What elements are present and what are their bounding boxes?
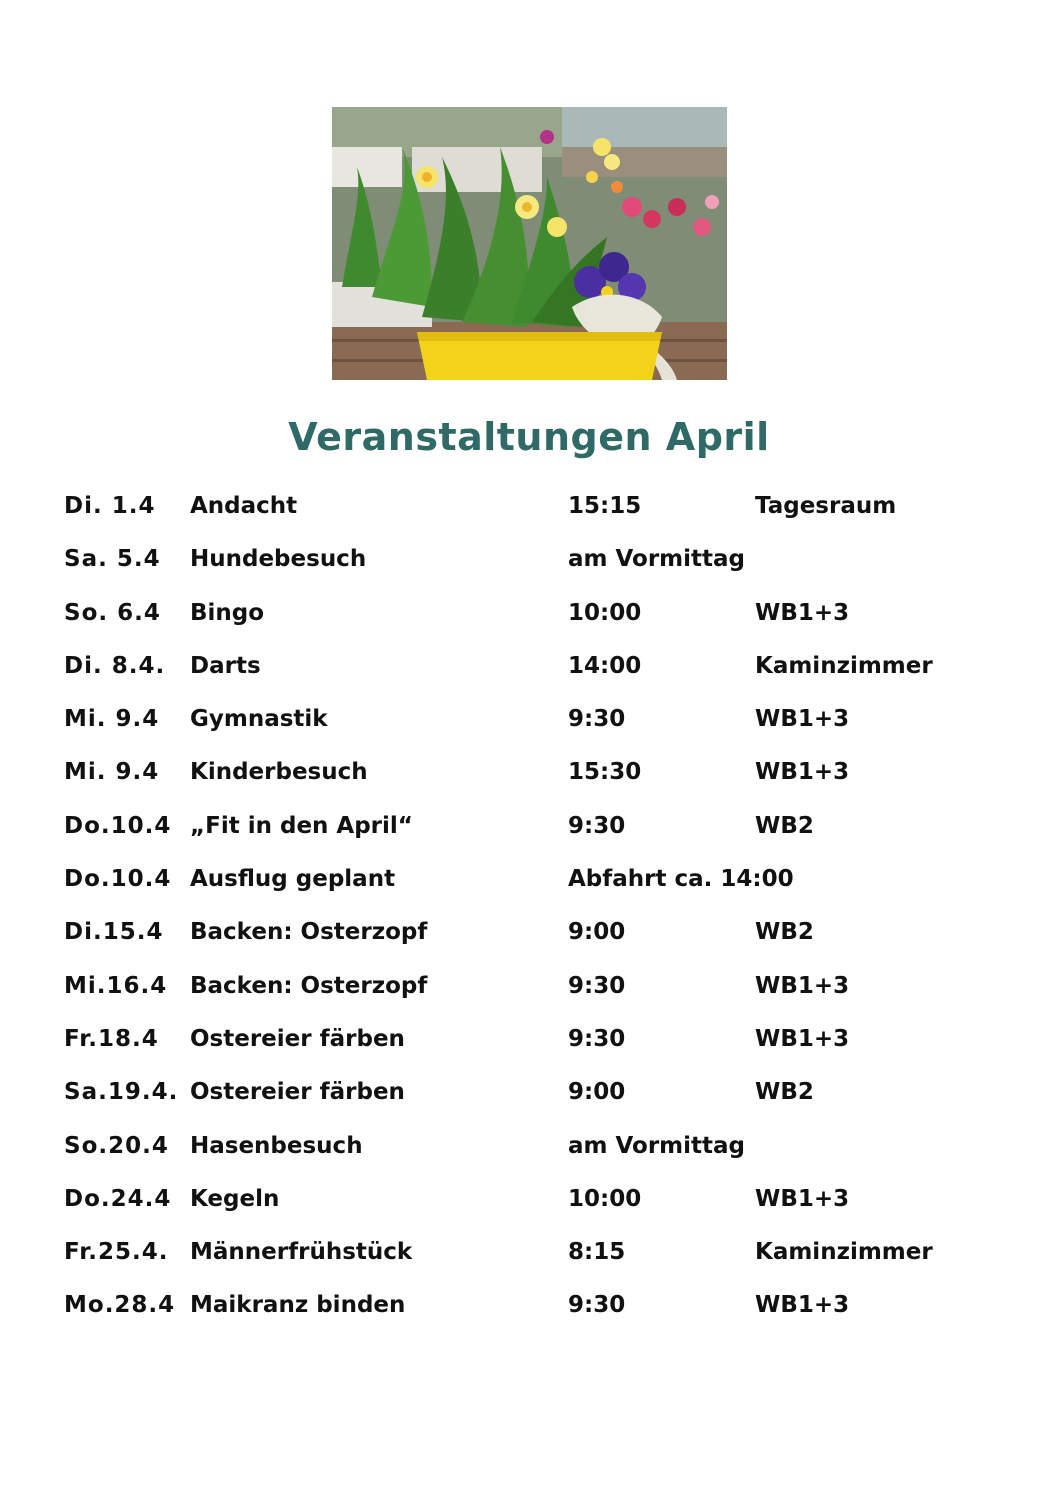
event-place: WB1+3 — [755, 1185, 850, 1212]
event-date: Do.10.4 — [64, 812, 172, 839]
event-title: Bingo — [190, 599, 265, 626]
event-title: Ostereier färben — [190, 1025, 405, 1052]
event-time: am Vormittag — [568, 1132, 746, 1159]
event-time: 10:00 — [568, 1185, 642, 1212]
event-time: 9:30 — [568, 1292, 626, 1319]
flower-pot-illustration — [332, 107, 727, 380]
event-date: Di. 1.4 — [64, 493, 156, 519]
event-time: am Vormittag — [568, 546, 746, 573]
event-row — [64, 858, 1014, 911]
event-title: Hundebesuch — [190, 546, 367, 573]
event-title: Männerfrühstück — [190, 1239, 413, 1266]
event-row — [64, 1178, 1014, 1231]
event-place: WB2 — [755, 919, 814, 946]
event-title: Ostereier färben — [190, 1079, 405, 1106]
event-title: Kegeln — [190, 1185, 280, 1212]
event-time: 15:30 — [568, 759, 642, 786]
event-time: 9:30 — [568, 812, 626, 839]
event-date: Sa. 5.4 — [64, 546, 161, 573]
event-place: WB1+3 — [755, 972, 850, 999]
event-title: Maikranz binden — [190, 1292, 406, 1319]
page-title: Veranstaltungen April — [288, 415, 770, 459]
event-time: 9:30 — [568, 972, 626, 999]
event-date: Mi. 9.4 — [64, 759, 160, 786]
event-place: Kaminzimmer — [755, 652, 933, 679]
event-row — [64, 965, 1014, 1018]
event-date: Do.24.4 — [64, 1185, 172, 1212]
event-title: Gymnastik — [190, 706, 328, 733]
event-date: Fr.25.4. — [64, 1239, 169, 1266]
event-row — [64, 485, 1014, 538]
event-title: Backen: Osterzopf — [190, 919, 428, 946]
event-time: 10:00 — [568, 599, 642, 626]
event-row — [64, 1284, 1014, 1337]
event-title: Kinderbesuch — [190, 759, 368, 786]
event-title: „Fit in den April“ — [190, 812, 413, 839]
event-title: Andacht — [190, 493, 298, 519]
event-date: Fr.18.4 — [64, 1025, 159, 1052]
event-date: Di. 8.4. — [64, 652, 166, 679]
event-row — [64, 1231, 1014, 1284]
event-date: So.20.4 — [64, 1132, 169, 1159]
event-time: Abfahrt ca. 14:00 — [568, 866, 794, 893]
event-place: WB2 — [755, 1079, 814, 1106]
event-title: Darts — [190, 652, 261, 679]
event-time: 9:00 — [568, 1079, 626, 1106]
event-row — [64, 751, 1014, 804]
event-row — [64, 1018, 1014, 1071]
event-place: WB1+3 — [755, 1025, 850, 1052]
event-time: 14:00 — [568, 652, 642, 679]
event-date: Di.15.4 — [64, 919, 164, 946]
event-row — [64, 698, 1014, 751]
event-title: Ausflug geplant — [190, 866, 396, 893]
event-title: Hasenbesuch — [190, 1132, 363, 1159]
event-date: Do.10.4 — [64, 866, 172, 893]
event-place: WB1+3 — [755, 1292, 850, 1319]
event-row — [64, 1125, 1014, 1178]
event-place: Tagesraum — [755, 493, 897, 519]
event-place: Kaminzimmer — [755, 1239, 933, 1266]
event-place: WB1+3 — [755, 599, 850, 626]
event-row — [64, 1071, 1014, 1124]
event-title: Backen: Osterzopf — [190, 972, 428, 999]
event-time: 9:30 — [568, 1025, 626, 1052]
event-date: Sa.19.4. — [64, 1079, 179, 1106]
event-time: 8:15 — [568, 1239, 626, 1266]
event-row — [64, 645, 1014, 698]
event-date: So. 6.4 — [64, 599, 161, 626]
event-row — [64, 805, 1014, 858]
event-place: WB1+3 — [755, 759, 850, 786]
event-time: 15:15 — [568, 493, 642, 519]
events-list — [64, 485, 1014, 1338]
event-row — [64, 538, 1014, 591]
event-row — [64, 911, 1014, 964]
event-time: 9:00 — [568, 919, 626, 946]
event-date: Mi.16.4 — [64, 972, 168, 999]
event-place: WB2 — [755, 812, 814, 839]
header-photo — [332, 107, 727, 380]
event-date: Mi. 9.4 — [64, 706, 160, 733]
event-time: 9:30 — [568, 706, 626, 733]
event-place: WB1+3 — [755, 706, 850, 733]
event-date: Mo.28.4 — [64, 1292, 176, 1319]
event-row — [64, 592, 1014, 645]
